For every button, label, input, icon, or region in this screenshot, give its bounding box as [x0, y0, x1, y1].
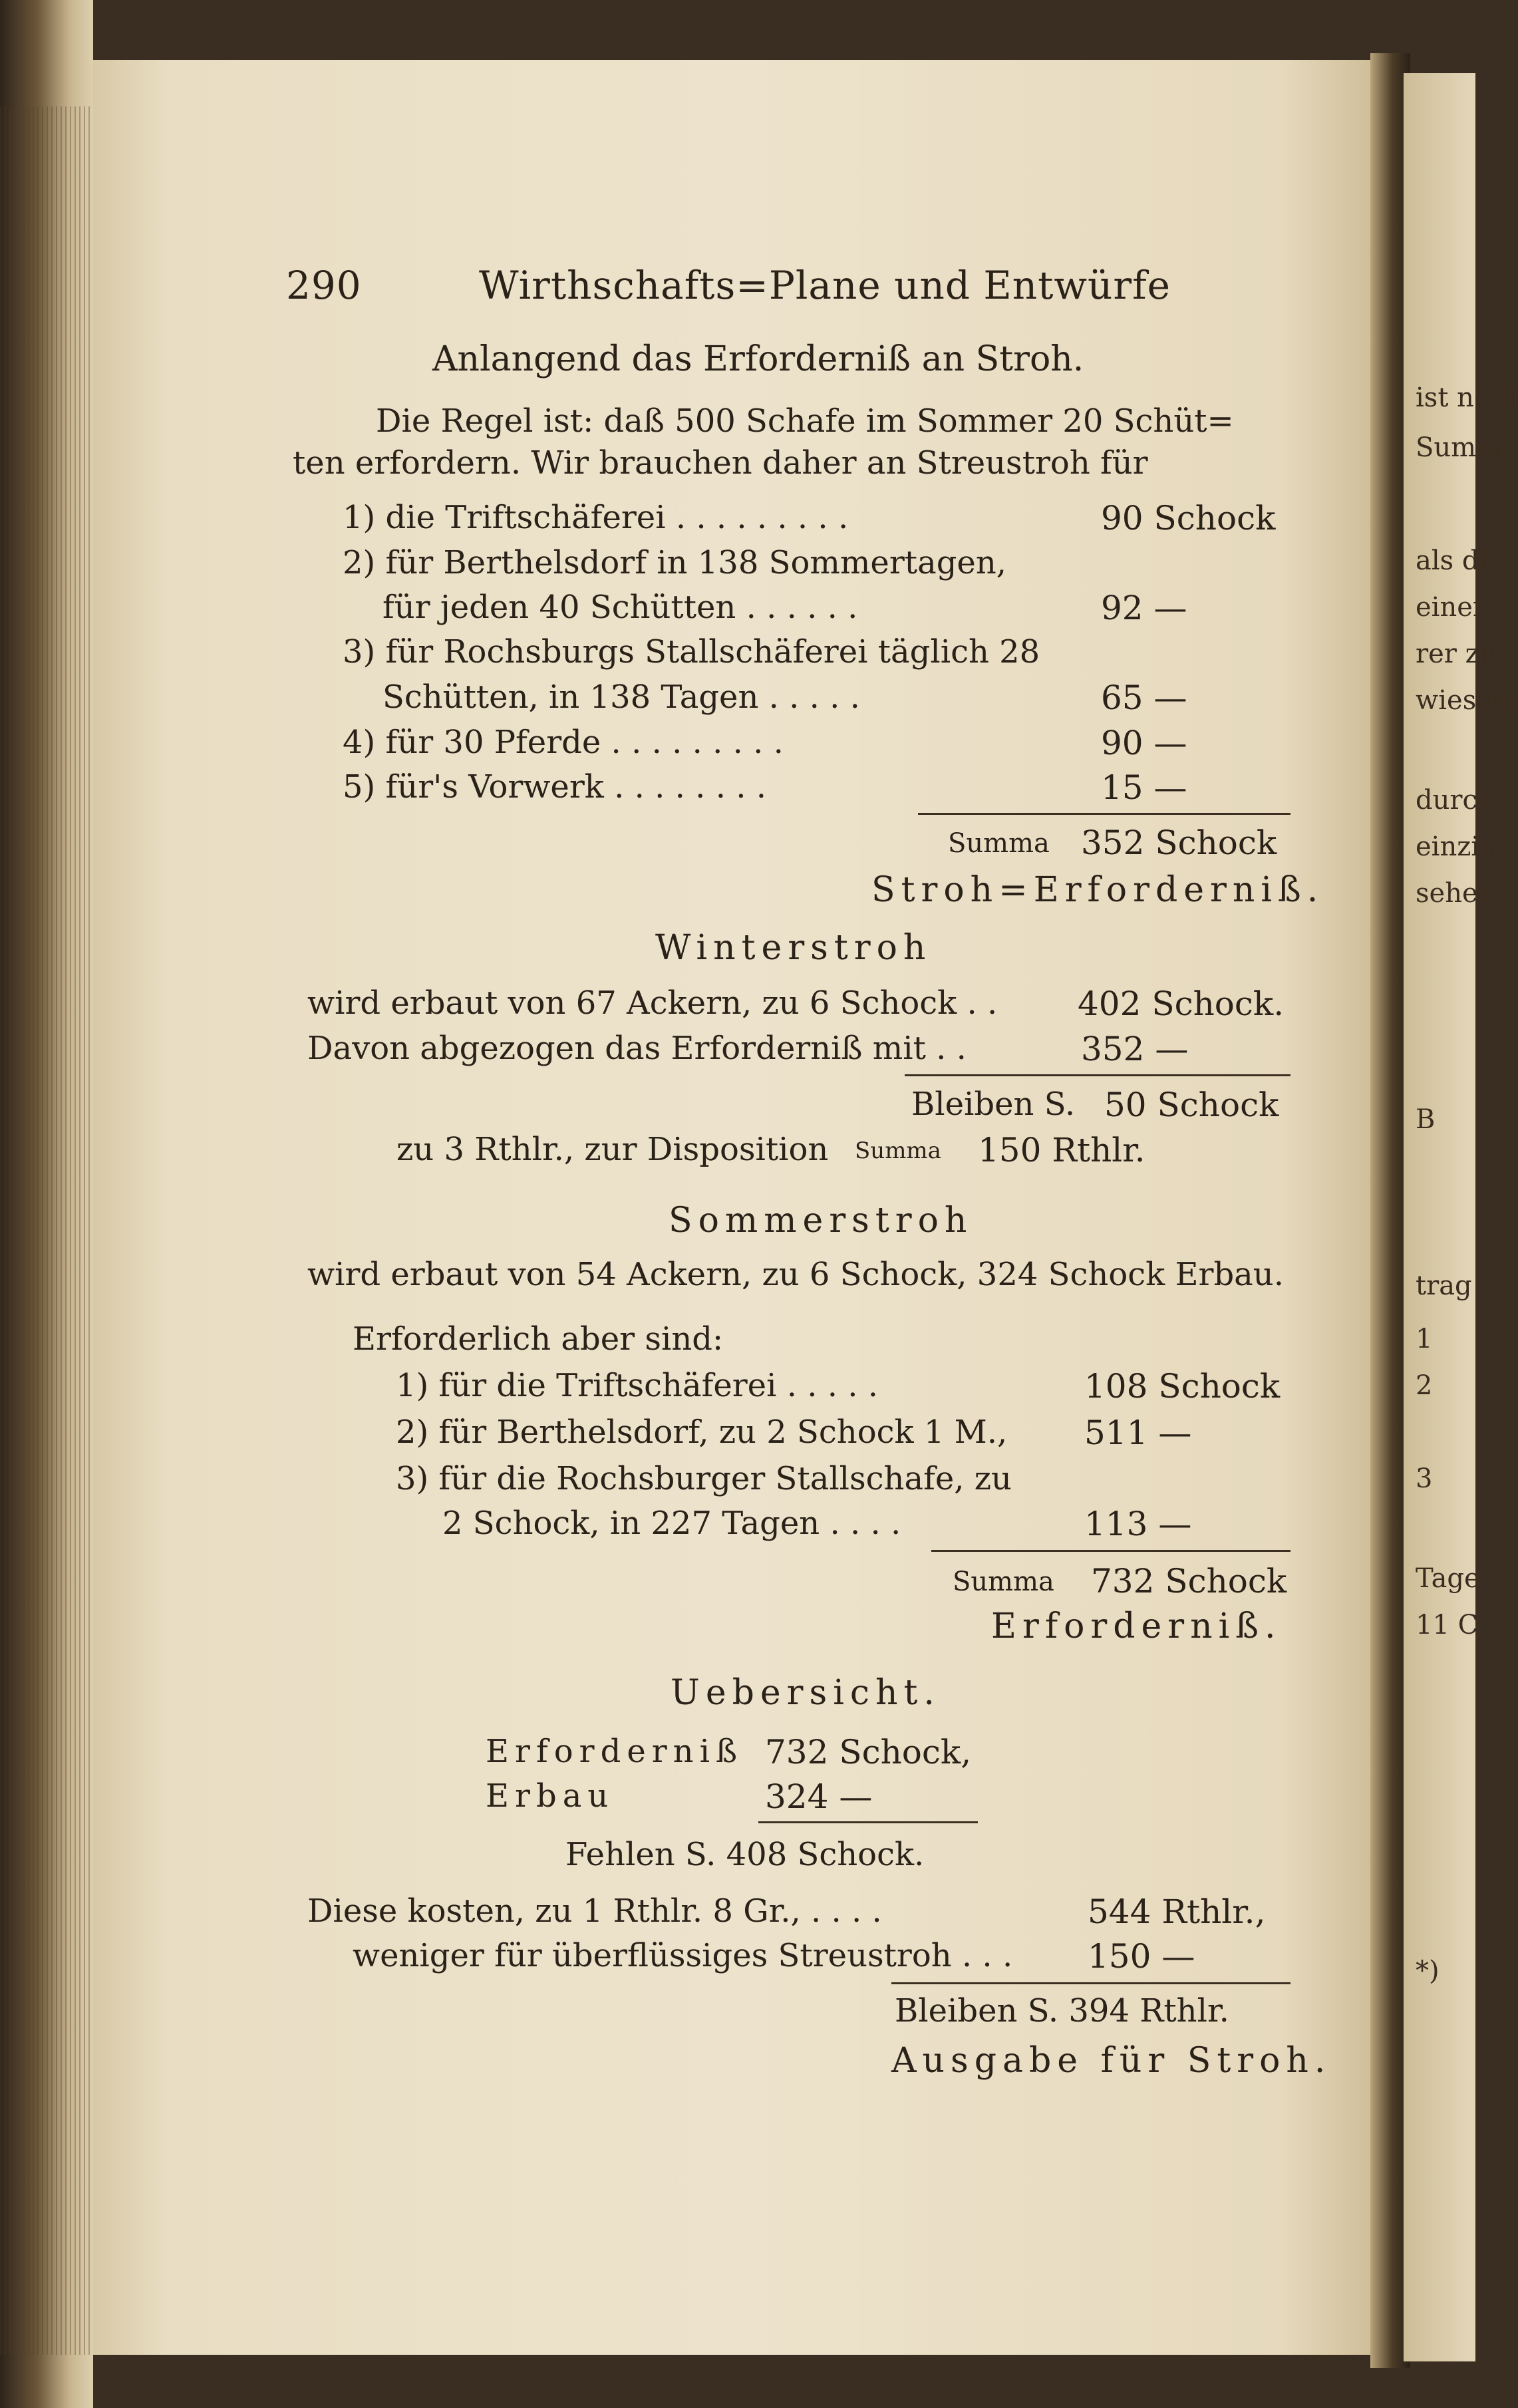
- overview-deficit: Fehlen S. 408 Schock.: [565, 1836, 925, 1873]
- summer-amount-2: 511 —: [1084, 1414, 1192, 1452]
- sum-rule: [758, 1821, 978, 1823]
- summer-requirement-caption: Erforderniß.: [991, 1606, 1282, 1646]
- overview-requirement-amount: 732 Schock,: [765, 1733, 972, 1771]
- summa-label: Summa: [948, 828, 1050, 859]
- overview-requirement-label: Erforderniß: [486, 1733, 743, 1770]
- adjacent-fragment: Tage: [1416, 1563, 1480, 1594]
- winter-disposition: zu 3 Rthlr., zur Disposition: [396, 1131, 829, 1168]
- adjacent-fragment: rer zu: [1416, 639, 1497, 669]
- summer-summa-label: Summa: [953, 1567, 1054, 1597]
- winter-disposition-amount: 150 Rthlr.: [978, 1131, 1145, 1169]
- adjacent-fragment: *): [1416, 1956, 1440, 1986]
- page-number: 290: [286, 263, 362, 308]
- need-item-2: 2) für Berthelsdorf in 138 Sommertagen,: [343, 544, 1006, 581]
- sum-rule: [905, 1074, 1290, 1076]
- need-item-1: 1) die Triftschäferei . . . . . . . . .: [343, 499, 849, 536]
- winter-amount-2: 352 —: [1081, 1030, 1189, 1068]
- winter-line-1: wird erbaut von 67 Ackern, zu 6 Schock . .: [307, 984, 998, 1022]
- adjacent-fragment: 1: [1416, 1324, 1433, 1354]
- need-amount-3: 65 —: [1101, 678, 1187, 717]
- adjacent-fragment: wiesen: [1416, 685, 1509, 716]
- adjacent-fragment: trag: [1416, 1271, 1472, 1301]
- summer-heading: Sommerstroh: [669, 1201, 973, 1241]
- adjacent-fragment: als di: [1416, 545, 1488, 576]
- adjacent-fragment: ist nöth: [1416, 382, 1518, 413]
- summer-line-1: wird erbaut von 54 Ackern, zu 6 Schock, 324 Schock Erbau.: [307, 1256, 1284, 1293]
- summer-needed-intro: Erforderlich aber sind:: [353, 1320, 724, 1358]
- winter-remain-label: Bleiben S.: [911, 1086, 1076, 1123]
- intro-line-1: Die Regel ist: daß 500 Schafe im Sommer 20 Schüt=: [376, 402, 1234, 440]
- need-amount-5: 15 —: [1101, 768, 1187, 807]
- intro-line-2: ten erfordern. Wir brauchen daher an Streustroh für: [293, 444, 1148, 482]
- need-amount-4: 90 —: [1101, 724, 1187, 762]
- adjacent-fragment: Summ: [1416, 432, 1502, 463]
- page-stack-lines: [0, 106, 93, 2355]
- summer-item-3: 3) für die Rochsburger Stallschafe, zu: [396, 1460, 1012, 1497]
- adjacent-fragment: 2: [1416, 1370, 1433, 1401]
- winter-line-2: Davon abgezogen das Erforderniß mit . .: [307, 1030, 967, 1067]
- adjacent-fragment: 3: [1416, 1463, 1433, 1494]
- overview-heading: Uebersicht.: [671, 1673, 941, 1713]
- need-item-2b: für jeden 40 Schütten . . . . . .: [382, 589, 858, 626]
- running-head: Wirthschafts=Plane und Entwürfe: [479, 263, 1171, 308]
- adjacent-fragment: sehen: [1416, 878, 1495, 909]
- summer-amount-1: 108 Schock: [1084, 1367, 1281, 1406]
- need-item-5: 5) für's Vorwerk . . . . . . . .: [343, 768, 766, 806]
- winter-disposition-summa: Summa: [855, 1137, 941, 1164]
- cost-caption: Ausgabe für Stroh.: [891, 2041, 1332, 2081]
- summer-summa-amount: 732 Schock: [1091, 1562, 1287, 1600]
- adjacent-page: [1404, 73, 1518, 2361]
- need-item-3b: Schütten, in 138 Tagen . . . . .: [382, 678, 860, 716]
- overview-yield-amount: 324 —: [765, 1777, 873, 1816]
- summa-amount: 352 Schock: [1081, 824, 1277, 862]
- need-amount-2: 92 —: [1101, 589, 1187, 627]
- adjacent-fragment: einen: [1416, 592, 1490, 623]
- adjacent-fragment: 11 C: [1416, 1610, 1479, 1640]
- summer-item-3b: 2 Schock, in 227 Tagen . . . .: [442, 1505, 901, 1542]
- winter-amount-1: 402 Schock.: [1078, 984, 1285, 1023]
- summer-amount-3: 113 —: [1084, 1505, 1192, 1543]
- cost-remain: Bleiben S. 394 Rthlr.: [895, 1992, 1229, 2030]
- sum-rule: [918, 813, 1290, 815]
- cost-line-1: Diese kosten, zu 1 Rthlr. 8 Gr., . . . .: [307, 1892, 882, 1930]
- winter-heading: Winterstroh: [655, 928, 932, 968]
- cost-amount-2: 150 —: [1088, 1937, 1195, 1976]
- section-heading: Anlangend das Erforderniß an Stroh.: [432, 339, 1084, 379]
- adjacent-fragment: durch: [1416, 785, 1495, 816]
- adjacent-fragment: B: [1416, 1104, 1436, 1135]
- cost-line-2: weniger für überflüssiges Streustroh . . .: [353, 1937, 1013, 1974]
- need-item-3: 3) für Rochsburgs Stallschäferei täglich 28: [343, 633, 1040, 671]
- adjacent-fragment: einzig: [1416, 831, 1497, 862]
- sum-rule: [931, 1550, 1290, 1552]
- straw-requirement-caption: Stroh=Erforderniß.: [871, 870, 1324, 910]
- overview-yield-label: Erbau: [486, 1777, 615, 1815]
- need-amount-1: 90 Schock: [1101, 499, 1276, 537]
- winter-remain-amount: 50 Schock: [1104, 1086, 1279, 1124]
- need-item-4: 4) für 30 Pferde . . . . . . . . .: [343, 724, 784, 761]
- summer-item-1: 1) für die Triftschäferei . . . . .: [396, 1367, 879, 1404]
- sum-rule: [891, 1982, 1290, 1984]
- summer-item-2: 2) für Berthelsdorf, zu 2 Schock 1 M.,: [396, 1414, 1008, 1451]
- cost-amount-1: 544 Rthlr.,: [1088, 1892, 1266, 1931]
